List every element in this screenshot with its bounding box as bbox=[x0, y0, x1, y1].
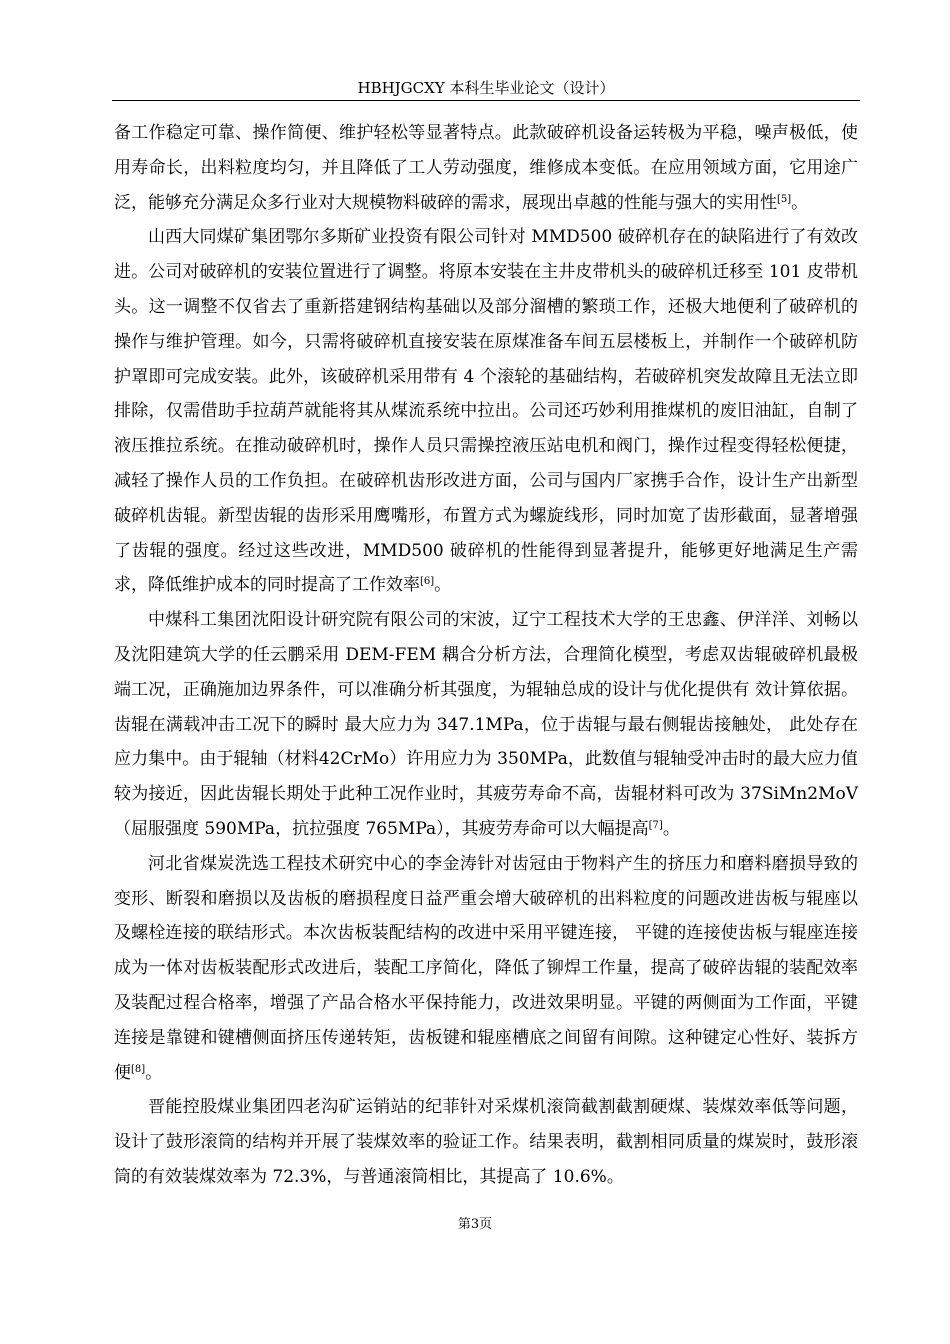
page-number: 第3页 bbox=[457, 1217, 493, 1232]
citation-ref: [5] bbox=[777, 193, 792, 205]
paragraph-text: 晋能控股煤业集团四老沟矿运销站的纪菲针对采煤机滚筒截割截割硬煤、装煤效率低等问题，设计了鼓形滚筒的结构并开展了装煤效率的验证工作。结果表明，截割相同质量的煤炭时，鼓形滚筒的有效装煤效率为 72.3%，与普通滚筒相比，其提高了 10.6%。 bbox=[114, 1097, 858, 1187]
paragraph-text: 备工作稳定可靠、操作简便、维护轻松等显著特点。此款破碎机设备运转极为平稳，噪声极低，使用寿命长，出料粒度均匀，并且降低了工人劳动强度，维修成本变低。在应用领域方面，它用途广泛，能够充分满足众多行业对大规模物料破碎的需求，展现出卓越的性能与强大的实用性 bbox=[114, 123, 858, 213]
header-divider bbox=[112, 100, 860, 101]
citation-ref: [8] bbox=[131, 1063, 146, 1075]
paragraph-text: 河北省煤炭洗选工程技术研究中心的李金涛针对齿冠由于物料产生的挤压力和磨料磨损导致的变形、断裂和磨损以及齿板的磨损程度日益严重会增大破碎机的出料粒度的问题改进齿板与辊座以及螺栓连接的联结形式。本次齿板装配结构的改进中采用平键连接， 平键的连接使齿板与辊座连接成为一体对齿板装配形式改进后，装配工序简化，降低了铆焊工作量，提高了破碎齿辊的装配效率及装配过程合格率，增强了产品合格水平保持能力，改进效果明显。平键的两侧面为工作面，平键连接是靠键和键槽侧面挤压传递转矩，齿板键和辊座槽底之间留有间隙。这种键定心性好、装拆方便 bbox=[114, 853, 858, 1083]
paragraph-tail: 。 bbox=[662, 818, 680, 839]
paragraph-tail: 。 bbox=[434, 575, 452, 596]
paragraph-text: 中煤科工集团沈阳设计研究院有限公司的宋波，辽宁工程技术大学的王忠鑫、伊洋洋、刘畅以及沈阳建筑大学的任云鹏采用 DEM-FEM 耦合分析方法，合理简化模型，考虑双齿辊破碎机最极端工况，正确施加边界条件，可以准确分析其强度，为辊轴总成的设计与优化提供有 效计算依据。齿辊在满载冲击工况下的瞬时 最大应力为 347.1MPa，位于齿辊与最右侧辊齿接触处， 此处存在应力集中。由于辊轴（材料42CrMo）许用应力为 350MPa，此数值与辊轴受冲击时的最大应力值较为接近，因此齿辊长期处于此种工况作业时，其疲劳寿命不高，齿辊材料可改为 37SiMn2MoV（屈服强度 590MPa，抗拉强度 765MPa），其疲劳寿命可以大幅提高 bbox=[114, 610, 858, 839]
paragraph-tail: 。 bbox=[791, 192, 809, 213]
body-text bbox=[114, 116, 858, 1195]
paragraph bbox=[114, 116, 858, 220]
paragraph bbox=[114, 603, 858, 847]
page-header: HBHJGCXY 本科生毕业论文（设计） bbox=[357, 79, 615, 97]
paragraph bbox=[114, 220, 858, 603]
paragraph bbox=[114, 847, 858, 1091]
paragraph-text: 山西大同煤矿集团鄂尔多斯矿业投资有限公司针对 MMD500 破碎机存在的缺陷进行了有效改进。公司对破碎机的安装位置进行了调整。将原本安装在主井皮带机头的破碎机迁移至 101 皮带机头。这一调整不仅省去了重新搭建钢结构基础以及部分溜槽的繁琐工作，还极大地便利了破碎机的操作与维护管理。如今，只需将破碎机直接安装在原煤准备车间五层楼板上，并制作一个破碎机防护罩即可完成安装。此外，该破碎机采用带有 4 个滚轮的基础结构，若破碎机突发故障且无法立即排除，仅需借助手拉葫芦就能将其从煤流系统中拉出。公司还巧妙利用推煤机的废旧油缸，自制了液压推拉系统。在推动破碎机时，操作人员只需操控液压站电机和阀门，操作过程变得轻松便捷，减轻了操作人员的工作负担。在破碎机齿形改进方面，公司与国内厂家携手合作，设计生产出新型破碎机齿辊。新型齿辊的齿形采用鹰嘴形，布置方式为螺旋线形，同时加宽了齿形截面，显著增强了齿辊的强度。经过这些改进，MMD500 破碎机的性能得到显著提升，能够更好地满足生产需求，降低维护成本的同时提高了工作效率 bbox=[114, 227, 858, 596]
citation-ref: [7] bbox=[648, 819, 663, 831]
paragraph-tail: 。 bbox=[145, 1062, 163, 1083]
citation-ref: [6] bbox=[420, 576, 435, 588]
paragraph bbox=[114, 1090, 858, 1194]
